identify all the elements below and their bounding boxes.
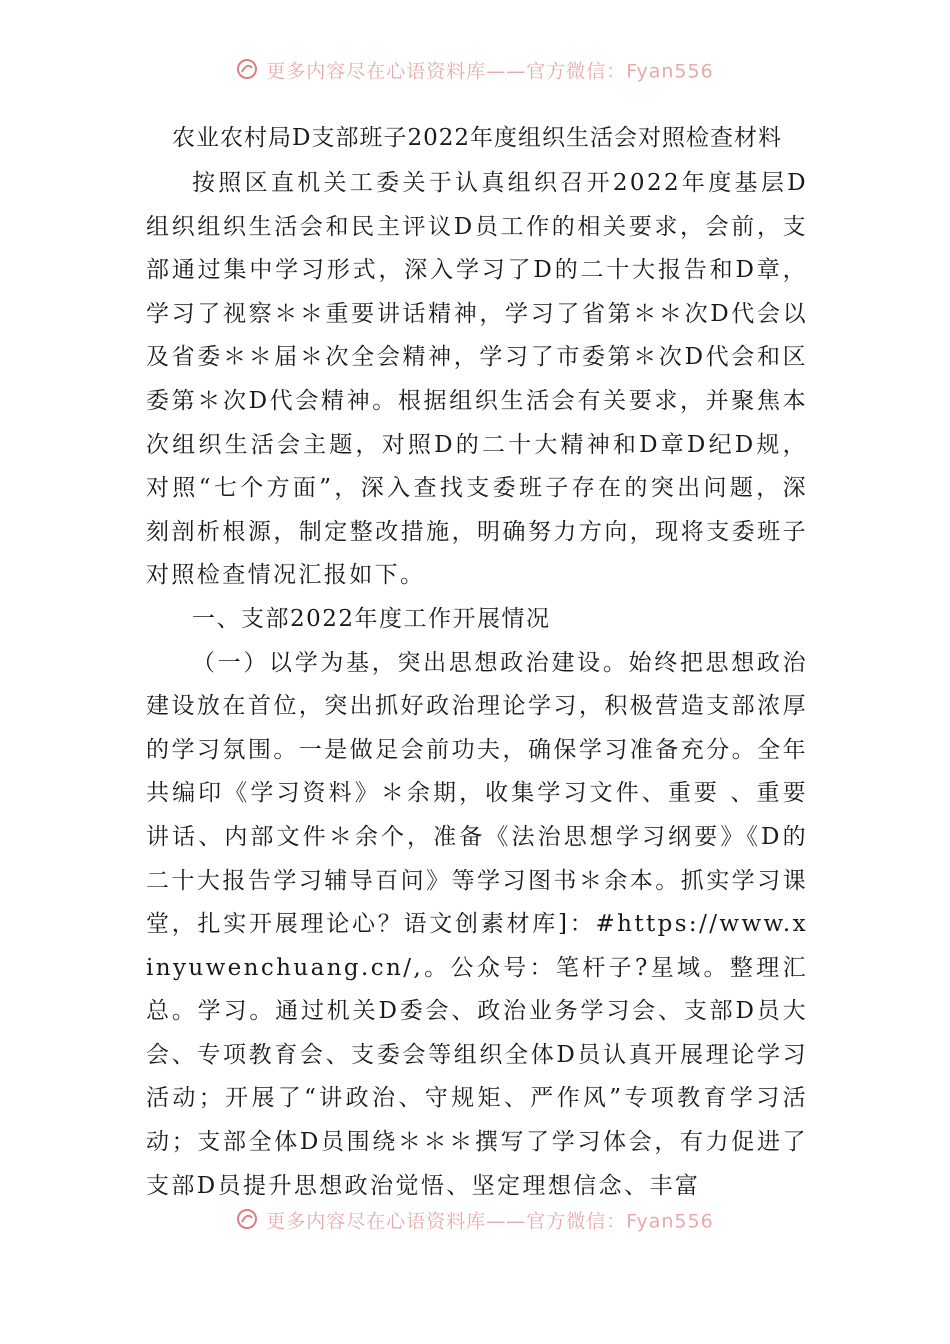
watermark-logo-icon	[236, 58, 258, 82]
watermark-header	[0, 58, 950, 82]
document-title: 农业农村局D支部班子2022年度组织生活会对照检查材料	[172, 125, 782, 151]
watermark-logo-icon	[236, 1208, 258, 1232]
watermark-footer	[0, 1208, 950, 1232]
section-heading: 一、支部2022年度工作开展情况	[192, 605, 551, 632]
intro-paragraph: 按照区直机关工委关于认真组织召开2022年度基层D组织组织生活会和民主评议D员工作的相关要求，会前，支部通过集中学习形式，深入学习了D的二十大报告和D章，学习了视察＊＊重要讲话精神，学习了省第＊＊次D代会以及省委＊＊届＊次全会精神，学习了市委第＊次D代会和区委第＊次D代会精神。根据组织生活会有关要求，并聚焦本次组织生活会主题，对照D的二十大精神和D章D纪D规，对照“七个方面”，深入查找支委班子存在的突出问题，深刻剖析根源，制定整改措施，明确努力方向，现将支委班子对照检查情况汇报如下。	[146, 170, 808, 589]
watermark-text: 更多内容尽在心语资料库——官方微信：Fyan556	[266, 60, 714, 82]
watermark-text: 更多内容尽在心语资料库——官方微信：Fyan556	[266, 1210, 714, 1232]
section-paragraph: （一）以学为基，突出思想政治建设。始终把思想政治建设放在首位，突出抓好政治理论学习，积极营造支部浓厚的学习氛围。一是做足会前功夫，确保学习准备充分。全年共编印《学习资料》＊余期，收集学习文件、重要 、重要讲话、内部文件＊余个，准备《法治思想学习纲要》《D的二十大报告学习辅导百问》等学习图书＊余本。抓实学习课堂，扎实开展理论心？语文创素材库]：#https://www.xinyuwenchuang.cn/,。公众号：笔杆子?星域。整理汇总。学习。通过机关D委会、政治业务学习会、支部D员大会、专项教育会、支委会等组织全体D员认真开展理论学习活动；开展了“讲政治、守规矩、严作风”专项教育学习活动；支部全体D员围绕＊＊＊撰写了学习体会，有力促进了支部D员提升思想政治觉悟、坚定理想信念、丰富	[146, 649, 808, 1199]
document-body	[146, 118, 808, 1208]
